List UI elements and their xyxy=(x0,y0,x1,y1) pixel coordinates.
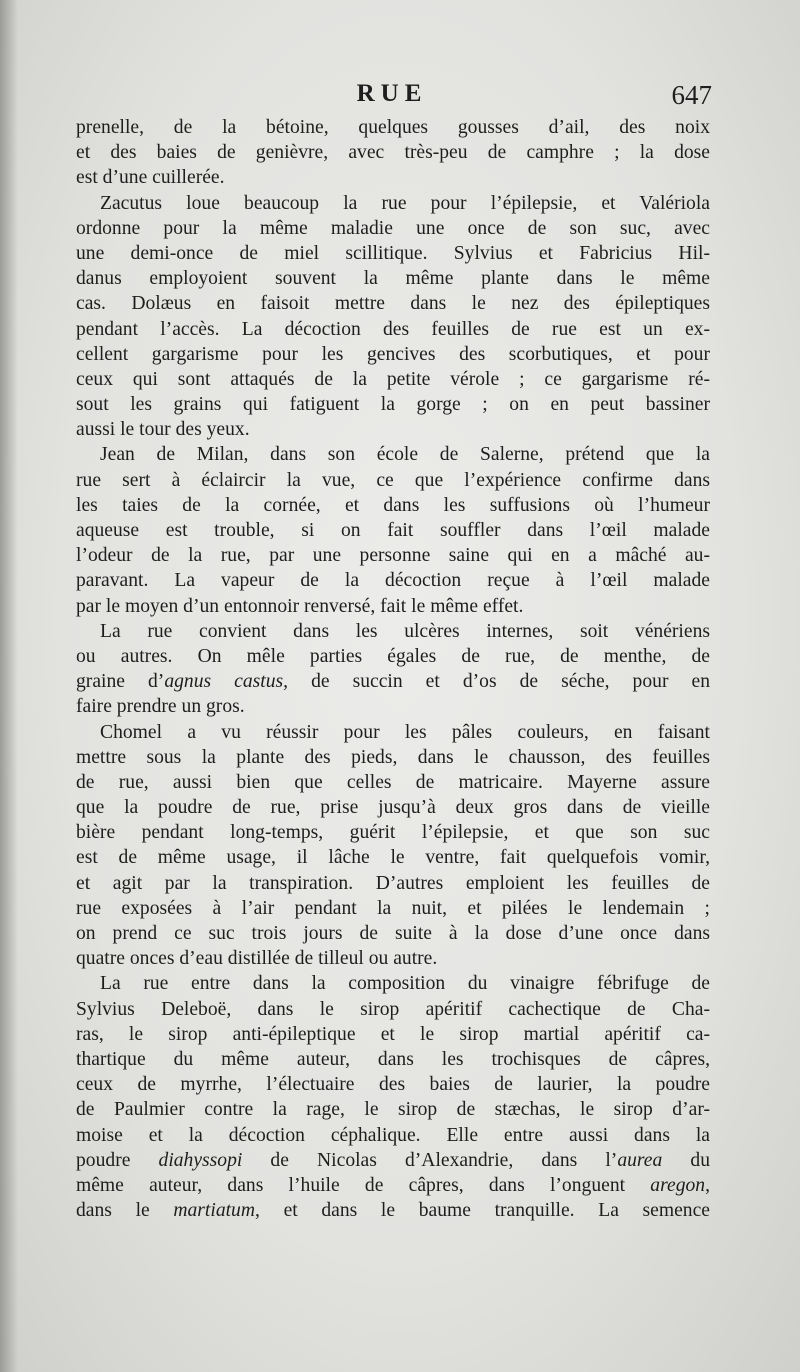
text-run: de Nicolas d’Alexandrie, dans l’ xyxy=(242,1149,618,1171)
text-run: par le moyen d’un entonnoir renversé, fait le même effet. xyxy=(76,595,524,617)
text-run: cas. Dolæus en faisoit mettre dans le nez des épileptiques xyxy=(76,293,710,315)
italic-term: diahyssopi xyxy=(158,1149,243,1171)
text-line xyxy=(76,342,710,367)
text-run: mettre sous la plante des pieds, dans le chausson, des feuilles xyxy=(76,746,710,768)
text-run: , et dans le baume tranquille. La semence xyxy=(255,1200,710,1222)
text-line xyxy=(76,317,710,342)
text-line xyxy=(76,417,710,442)
text-line xyxy=(76,770,710,795)
text-line xyxy=(76,669,710,694)
text-run: graine d’ xyxy=(76,671,165,693)
text-run: ras, le sirop anti-épileptique et le sirop martial apéritif ca- xyxy=(76,1023,710,1045)
text-line xyxy=(76,845,710,870)
text-run: l’odeur de la rue, par une personne saine qui en a mâché au- xyxy=(76,545,710,567)
text-line xyxy=(76,191,710,216)
text-run: on prend ce suc trois jours de suite à la dose d’une once dans xyxy=(76,923,710,944)
text-line xyxy=(76,871,710,896)
text-line xyxy=(76,266,710,291)
text-run: du xyxy=(662,1149,710,1171)
text-run: est de même usage, il lâche le ventre, fait quelquefois vomir, xyxy=(76,847,710,869)
text-line xyxy=(76,140,710,165)
text-line xyxy=(76,216,710,241)
text-line xyxy=(76,997,710,1022)
text-run: danus employoient souvent la même plante dans le même xyxy=(76,268,710,290)
text-run: Zacutus loue beaucoup la rue pour l’épilepsie, et Valériola xyxy=(100,192,710,214)
text-run: est d’une cuillerée. xyxy=(76,167,225,189)
text-line xyxy=(76,896,710,921)
text-line xyxy=(76,165,710,190)
text-line xyxy=(76,694,710,719)
text-run: rue exposées à l’air pendant la nuit, et pilées le lendemain ; xyxy=(76,897,710,919)
text-run: ordonne pour la même maladie une once de son suc, avec xyxy=(76,217,710,239)
text-run: thartique du même auteur, dans les trochisques de câpres, xyxy=(76,1048,710,1070)
text-line xyxy=(76,291,710,316)
text-line xyxy=(76,971,710,996)
text-line xyxy=(76,1097,710,1122)
text-run: prenelle, de la bétoine, quelques gousses d’ail, des noix xyxy=(76,117,710,138)
italic-term: martiatum xyxy=(173,1200,256,1222)
text-run: La rue convient dans les ulcères internes, soit vénériens xyxy=(100,620,710,642)
text-run: une demi-once de miel scillitique. Sylvius et Fabricius Hil- xyxy=(76,242,710,264)
text-run: dans le xyxy=(76,1200,174,1222)
text-run: rue sert à éclaircir la vue, ce que l’expérience confirme dans xyxy=(76,469,710,491)
text-line xyxy=(76,367,710,392)
text-line xyxy=(76,720,710,745)
text-line xyxy=(76,644,710,669)
text-run: , xyxy=(705,1174,710,1196)
text-run: même auteur, dans l’huile de câpres, dans l’onguent xyxy=(76,1174,651,1196)
body-text xyxy=(76,115,710,1223)
page-number: 647 xyxy=(671,80,712,110)
text-line xyxy=(76,594,710,619)
text-run: cellent gargarisme pour les gencives des scorbutiques, et pour xyxy=(76,343,710,365)
text-run: aqueuse est trouble, si on fait souffler dans l’œil malade xyxy=(76,520,710,541)
text-run: Chomel a vu réussir pour les pâles couleurs, en faisant xyxy=(100,721,710,743)
text-line xyxy=(76,745,710,770)
text-line xyxy=(76,392,710,417)
text-run: que la poudre de rue, prise jusqu’à deux gros dans de vieille xyxy=(76,797,710,819)
text-line xyxy=(76,115,710,140)
text-run: ou autres. On mêle parties égales de rue, de menthe, de xyxy=(76,645,710,667)
text-line xyxy=(76,1047,710,1072)
text-line xyxy=(76,241,710,266)
text-line xyxy=(76,543,710,568)
text-run: moise et la décoction céphalique. Elle entre aussi dans la xyxy=(76,1124,710,1146)
text-line xyxy=(76,820,710,845)
text-line xyxy=(76,493,710,518)
text-line xyxy=(76,1123,710,1148)
gutter-shadow xyxy=(0,0,18,1372)
italic-term: agnus castus, xyxy=(164,671,289,693)
text-run: les taies de la cornée, et dans les suffusions où l’humeur xyxy=(76,494,710,516)
italic-term: aurea xyxy=(617,1149,663,1171)
text-run: bière pendant long-temps, guérit l’épilepsie, et que son suc xyxy=(76,822,710,844)
text-run: aussi le tour des yeux. xyxy=(76,419,250,441)
text-line xyxy=(76,1072,710,1097)
text-run: Sylvius Deleboë, dans le sirop apéritif cachectique de Cha- xyxy=(76,998,710,1020)
text-run: de rue, aussi bien que celles de matricaire. Mayerne assure xyxy=(76,771,710,793)
text-run: quatre onces d’eau distillée de tilleul ou autre. xyxy=(76,948,438,970)
text-run: ceux qui sont attaqués de la petite vérole ; ce gargarisme ré- xyxy=(76,368,710,390)
text-run: pendant l’accès. La décoction des feuilles de rue est un ex- xyxy=(76,318,710,340)
text-line xyxy=(76,568,710,593)
text-run: sout les grains qui fatiguent la gorge ; on en peut bassiner xyxy=(76,394,710,416)
text-line xyxy=(76,921,710,946)
text-run: La rue entre dans la composition du vinaigre fébrifuge de xyxy=(100,973,710,995)
text-line xyxy=(76,1022,710,1047)
text-run: Jean de Milan, dans son école de Salerne, prétend que la xyxy=(100,444,710,466)
running-head: RUE xyxy=(356,80,428,107)
text-line xyxy=(76,1148,710,1173)
text-line xyxy=(76,946,710,971)
text-line xyxy=(76,1173,710,1198)
text-run: poudre xyxy=(76,1149,159,1171)
text-run: ceux de myrrhe, l’électuaire des baies de laurier, la poudre xyxy=(76,1074,710,1096)
text-run: paravant. La vapeur de la décoction reçue à l’œil malade xyxy=(76,570,710,592)
text-run: faire prendre un gros. xyxy=(76,696,245,718)
text-line xyxy=(76,795,710,820)
text-line xyxy=(76,518,710,543)
page-header xyxy=(72,80,712,116)
text-line xyxy=(76,468,710,493)
text-line xyxy=(76,442,710,467)
text-run: et des baies de genièvre, avec très-peu de camphre ; la dose xyxy=(76,142,710,164)
italic-term: aregon xyxy=(650,1174,706,1196)
text-run: de succin et d’os de séche, pour en xyxy=(288,671,710,693)
text-run: de Paulmier contre la rage, le sirop de stæchas, le sirop d’ar- xyxy=(76,1099,710,1121)
text-line xyxy=(76,619,710,644)
text-line xyxy=(76,1198,710,1223)
text-run: et agit par la transpiration. D’autres emploient les feuilles de xyxy=(76,872,710,894)
